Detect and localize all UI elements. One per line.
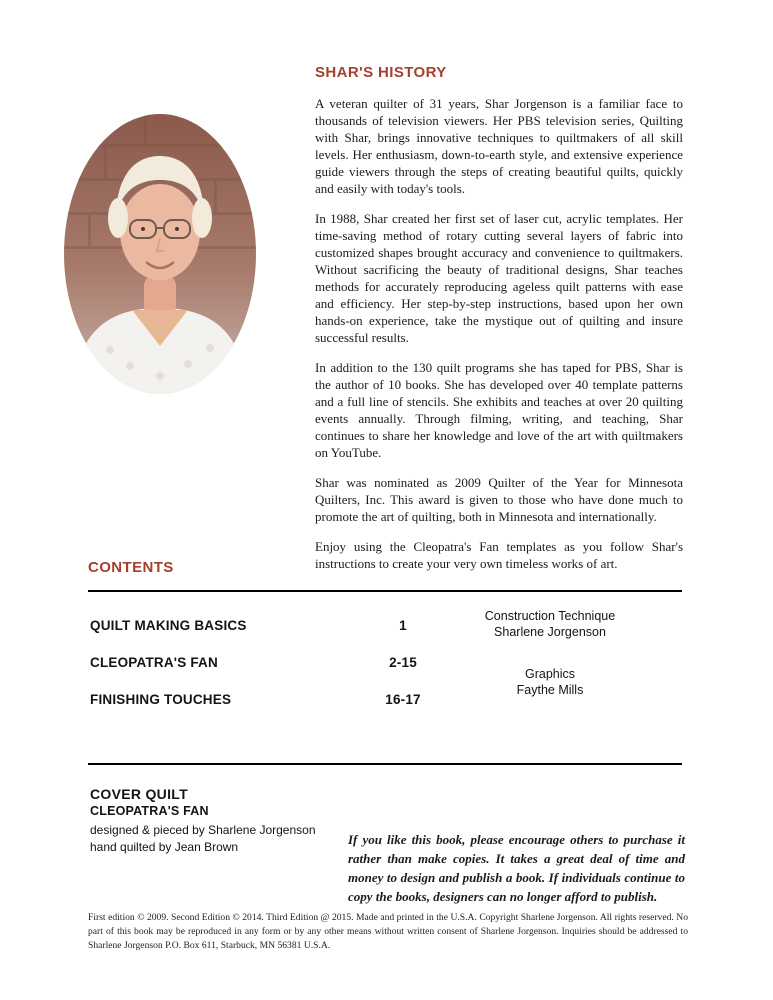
table-row <box>90 692 458 707</box>
cover-quilt-credit: hand quilted by Jean Brown <box>90 839 239 854</box>
credit-block <box>418 608 682 641</box>
portrait-photo <box>64 114 256 394</box>
credit-name: Faythe Mills <box>516 683 584 698</box>
credit-role: Construction Technique <box>484 609 616 623</box>
toc-label: QUILT MAKING BASICS <box>90 618 247 633</box>
toc-label: FINISHING TOUCHES <box>90 692 232 707</box>
copyright-appeal-note: If you like this book, please encourage others to purchase it rather than make copies. It takes a great deal of time and money to design and publish a book. If individuals continue to copy the books, designers can no longer afford to publish. <box>348 832 685 904</box>
cover-quilt-title: COVER QUILT <box>90 786 188 802</box>
toc-pages: 1 <box>399 618 407 633</box>
table-row <box>90 655 458 670</box>
contents-table <box>88 592 682 757</box>
portrait-photo-illustration <box>64 114 256 394</box>
history-paragraph: Shar was nominated as 2009 Quilter of the Year for Minnesota Quilters, Inc. This award is given to those who have done much to promote the art of quilting, both in Minnesota and internationally. <box>315 475 683 525</box>
toc-pages: 16-17 <box>385 692 421 707</box>
cover-quilt-subtitle: CLEOPATRA'S FAN <box>90 804 209 818</box>
credit-name: Sharlene Jorgenson <box>494 625 606 640</box>
credit-role: Graphics <box>524 667 576 681</box>
history-paragraph: Enjoy using the Cleopatra's Fan templates as you follow Shar's instructions to create your very own timeless works of art. <box>315 539 683 572</box>
toc-pages: 2-15 <box>389 655 417 670</box>
edition-copyright-fineprint: First edition © 2009. Second Edition © 2014. Third Edition @ 2015. Made and printed in the U.S.A. Copyright Sharlene Jorgenson. All rights reserved. No part of this book may be reproduced in any form or by any other means without written consent of Sharlene Jorgenson. Inquiries should be addressed to Sharlene Jorgenson P.O. Box 611, Starbuck, MN 56381 U.S.A. <box>88 911 688 952</box>
history-paragraph: In 1988, Shar created her first set of laser cut, acrylic templates. Her time-saving method of rotary cutting several layers of fabric into customized shapes brought accuracy and convenience to quiltmakers. Without sacrificing the beauty of traditional designs, Shar teaches methods for accurately reproducing ageless quilt patterns with ease and efficiency. Her step-by-step instructions, based upon her own hands-on experience, take the mystique out of quilting and insure successful results. <box>315 211 683 346</box>
history-paragraph: A veteran quilter of 31 years, Shar Jorgenson is a familiar face to thousands of television viewers. Her PBS television series, Quilting with Shar, brings innovative techniques to quiltmakers of all skill levels. Her enthusiasm, down-to-earth style, and extensive experience guide viewers through the steps of creating beautiful quilts, quickly and easily with today's tools. <box>315 96 683 197</box>
cover-quilt-credit: designed & pieced by Sharlene Jorgenson <box>90 823 316 837</box>
cover-quilt-section <box>90 786 345 856</box>
history-paragraph: In addition to the 130 quilt programs she has taped for PBS, Shar is the author of 10 books. She has developed over 40 template patterns and a full line of stencils. She exhibits and teaches at over 20 quilting events annually. Through filming, writing, and teaching, Shar continues to share her knowledge and love of the art with quiltmakers on YouTube. <box>315 360 683 461</box>
credit-block <box>418 666 682 699</box>
divider-bottom <box>88 763 682 765</box>
contents-title: CONTENTS <box>88 559 174 576</box>
table-row <box>90 618 458 633</box>
history-title: SHAR'S HISTORY <box>315 64 447 81</box>
history-section <box>315 64 683 585</box>
contents-section <box>88 559 682 757</box>
toc-label: CLEOPATRA'S FAN <box>90 655 218 670</box>
